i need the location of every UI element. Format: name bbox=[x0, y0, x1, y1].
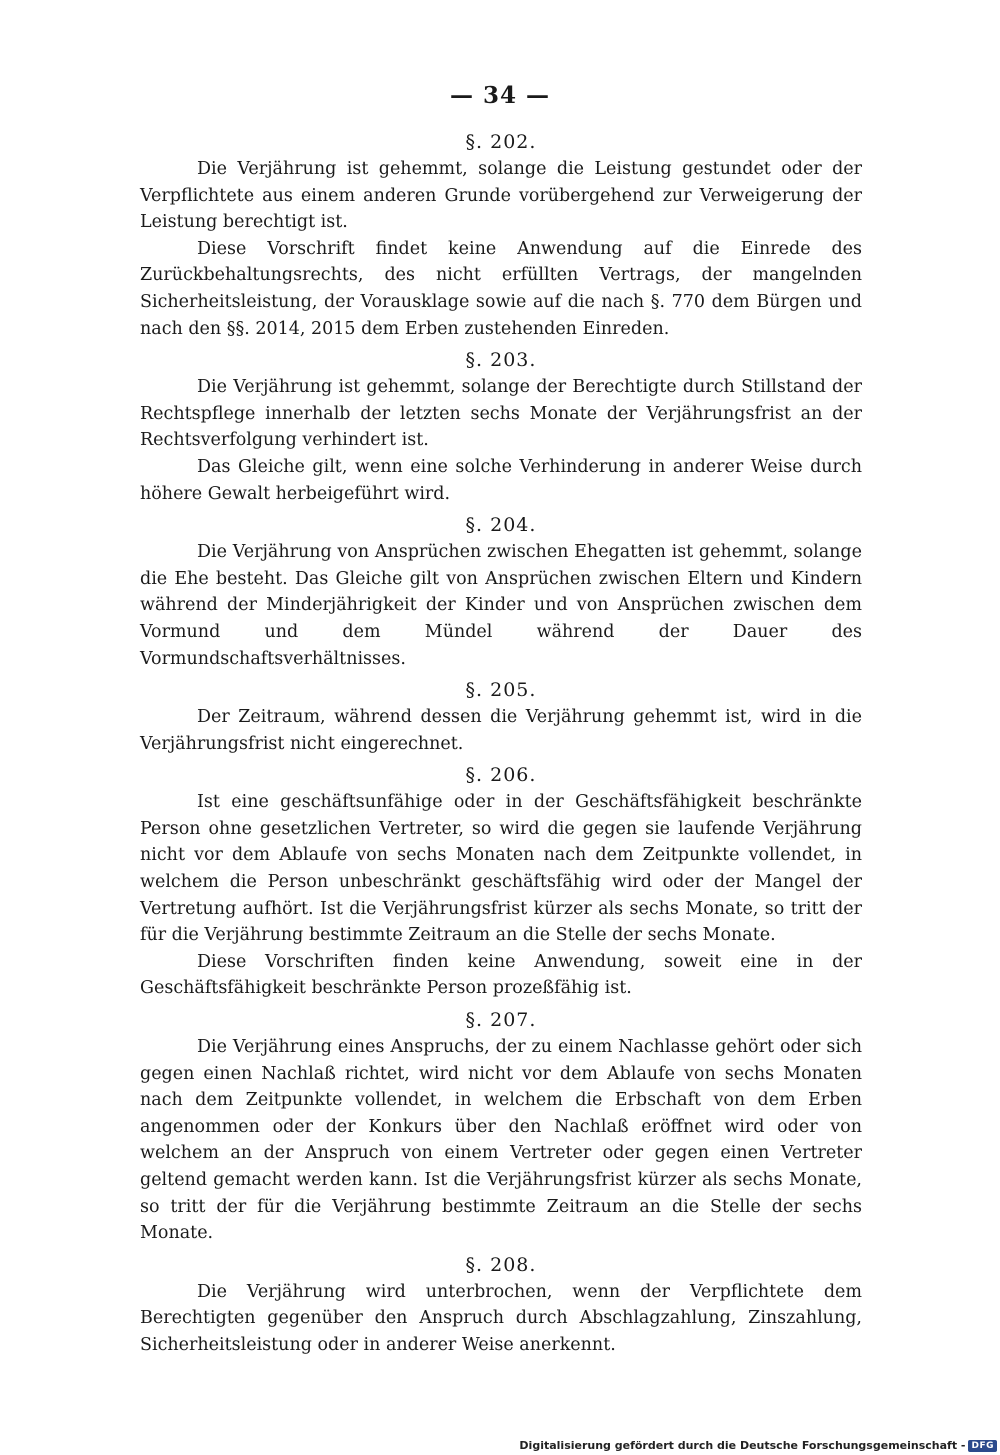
paragraph: Diese Vorschrift findet keine Anwendung auf die Einrede des Zurückbehaltungsrechts, des nicht erfüllten Vertrags, der mangelnden Sicherheitsleistung, der Vorausklage sowie auf die nach §. 770 dem Bürgen und nach den §§. 2014, 2015 dem Erben zustehenden Einreden. bbox=[140, 238, 862, 339]
section-heading: §. 206. bbox=[465, 764, 537, 787]
paragraph: Der Zeitraum, während dessen die Verjährung gehemmt ist, wird in die Verjährungsfrist nicht eingerechnet. bbox=[140, 707, 862, 754]
paragraph: Das Gleiche gilt, wenn eine solche Verhinderung in anderer Weise durch höhere Gewalt herbeigeführt wird. bbox=[140, 456, 862, 504]
section-heading: §. 205. bbox=[465, 679, 537, 702]
section-202 bbox=[140, 128, 862, 342]
section-heading: §. 203. bbox=[465, 349, 537, 372]
dfg-logo-icon: DFG bbox=[968, 1440, 997, 1452]
section-204 bbox=[140, 511, 862, 672]
section-heading: §. 207. bbox=[465, 1009, 537, 1032]
paragraph: Ist eine geschäftsunfähige oder in der Geschäftsfähigkeit beschränkte Person ohne gesetzlichen Vertreter, so wird die gegen sie laufende Verjährung nicht vor dem Ablaufe von sechs Monaten nach dem Zeitpunkte vollendet, in welchem die Person unbeschränkt geschäftsfähig wird oder der Mangel der Vertretung aufhört. Ist die Verjährungsfrist kürzer als sechs Monate, so tritt der für die Verjährung bestimmte Zeitraum an die Stelle der sechs Monate. bbox=[140, 792, 862, 946]
section-207 bbox=[140, 1006, 862, 1247]
document-body bbox=[140, 128, 862, 1359]
section-206 bbox=[140, 761, 862, 1002]
section-208 bbox=[140, 1251, 862, 1359]
section-heading: §. 208. bbox=[465, 1253, 537, 1276]
section-205 bbox=[140, 676, 862, 757]
section-203 bbox=[140, 346, 862, 507]
digitization-credit bbox=[519, 1439, 997, 1452]
paragraph: Die Verjährung eines Anspruchs, der zu einem Nachlasse gehört oder sich gegen einen Nachlaß richtet, wird nicht vor dem Ablaufe von sechs Monaten nach dem Zeitpunkte vollendet, in welchem die Erbschaft von dem Erben angenommen oder der Konkurs über den Nachlaß eröffnet wird oder von welchem an der Anspruch von einem Vertreter oder gegen einen Vertreter geltend gemacht werden kann. Ist die Verjährungsfrist kürzer als sechs Monate, so tritt der für die Verjährung bestimmte Zeitraum an die Stelle der sechs Monate. bbox=[140, 1037, 862, 1244]
credit-text: Digitalisierung gefördert durch die Deutsche Forschungsgemeinschaft - bbox=[519, 1439, 966, 1452]
section-heading: §. 204. bbox=[465, 514, 537, 537]
paragraph: Diese Vorschriften finden keine Anwendung, soweit eine in der Geschäftsfähigkeit beschränkte Person prozeßfähig ist. bbox=[140, 951, 862, 999]
paragraph: Die Verjährung wird unterbrochen, wenn der Verpflichtete dem Berechtigten gegenüber den Anspruch durch Abschlagzahlung, Zinszahlung, Sicherheitsleistung oder in anderer Weise anerkennt. bbox=[140, 1281, 862, 1355]
section-heading: §. 202. bbox=[465, 131, 537, 153]
paragraph: Die Verjährung ist gehemmt, solange die Leistung gestundet oder der Verpflichtete aus einem anderen Grunde vorübergehend zur Verweigerung der Leistung berechtigt ist. bbox=[140, 159, 862, 233]
page-number: — 34 — bbox=[449, 82, 551, 109]
paragraph: Die Verjährung ist gehemmt, solange der Berechtigte durch Stillstand der Rechtspflege innerhalb der letzten sechs Monate der Verjährungsfrist an der Rechtsverfolgung verhindert ist. bbox=[140, 377, 862, 451]
paragraph: Die Verjährung von Ansprüchen zwischen Ehegatten ist gehemmt, solange die Ehe besteht. Das Gleiche gilt von Ansprüchen zwischen Eltern und Kindern während der Minderjährigkeit der Kinder und von Ansprüchen zwischen dem Vormund und dem Mündel während der Dauer des Vormundschaftsverhältnisses. bbox=[140, 542, 862, 669]
